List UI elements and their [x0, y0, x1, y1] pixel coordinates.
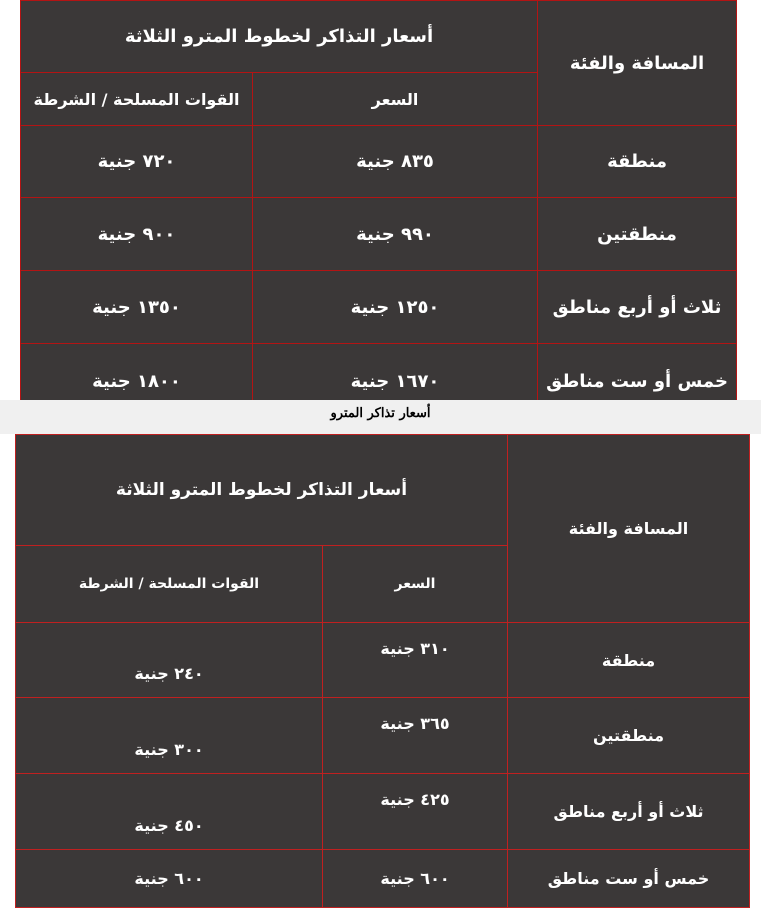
distance-cell: منطقة [508, 623, 750, 698]
distance-cell: ثلاث أو أربع مناطق [538, 271, 737, 344]
forces-price-cell: ٤٥٠ جنية [16, 774, 323, 850]
distance-header: المسافة والفئة [508, 435, 750, 623]
distance-cell: ثلاث أو أربع مناطق [508, 774, 750, 850]
forces-header: القوات المسلحة / الشرطة [21, 73, 253, 126]
forces-price-cell: ٦٠٠ جنية [16, 850, 323, 908]
price-cell: ١٢٥٠ جنية [253, 271, 538, 344]
group-header: أسعار التذاكر لخطوط المترو الثلاثة [16, 435, 508, 546]
price-header: السعر [323, 546, 508, 623]
price-header: السعر [253, 73, 538, 126]
table-row [16, 850, 750, 908]
forces-price-cell: ٣٠٠ جنية [16, 698, 323, 774]
price-cell: ٤٢٥ جنية [323, 774, 508, 850]
new-prices-table [15, 434, 750, 908]
forces-price-cell: ١٨٠٠ جنية [21, 344, 253, 401]
distance-cell: منطقتين [508, 698, 750, 774]
distance-header: المسافة والفئة [538, 1, 737, 126]
group-header: أسعار التذاكر لخطوط المترو الثلاثة [21, 1, 538, 73]
table-row [21, 271, 737, 344]
forces-header: القوات المسلحة / الشرطة [16, 546, 323, 623]
table-row [21, 198, 737, 271]
table-row [21, 126, 737, 198]
price-cell: ٩٩٠ جنية [253, 198, 538, 271]
forces-price-cell: ٢٤٠ جنية [16, 623, 323, 698]
price-cell: ٨٣٥ جنية [253, 126, 538, 198]
forces-price-cell: ٧٢٠ جنية [21, 126, 253, 198]
price-cell: ٦٠٠ جنية [323, 850, 508, 908]
old-prices-table [20, 0, 737, 400]
distance-cell: خمس أو ست مناطق [508, 850, 750, 908]
image-caption: أسعار تذاكر المترو [0, 400, 761, 434]
upper-table-clip [0, 0, 761, 400]
forces-price-cell: ١٣٥٠ جنية [21, 271, 253, 344]
forces-price-cell: ٩٠٠ جنية [21, 198, 253, 271]
price-cell: ١٦٧٠ جنية [253, 344, 538, 401]
price-cell: ٣٦٥ جنية [323, 698, 508, 774]
distance-cell: منطقتين [538, 198, 737, 271]
table-row [16, 698, 750, 774]
table-row [21, 344, 737, 401]
table-row [16, 774, 750, 850]
table-row [16, 623, 750, 698]
price-cell: ٣١٠ جنية [323, 623, 508, 698]
distance-cell: خمس أو ست مناطق [538, 344, 737, 401]
distance-cell: منطقة [538, 126, 737, 198]
